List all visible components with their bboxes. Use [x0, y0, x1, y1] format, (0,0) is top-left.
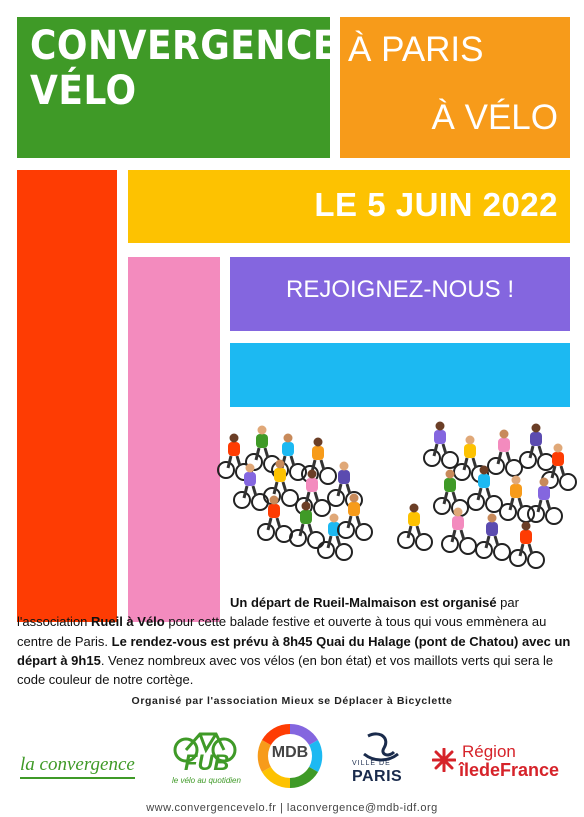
- cyclist: [510, 522, 544, 569]
- desc-text-1: par l'association: [17, 595, 519, 630]
- partner-logos: [0, 722, 584, 802]
- city-line-1: À PARIS: [348, 30, 484, 69]
- cyclist: [296, 470, 330, 517]
- ville-de-label: VILLE DE: [352, 760, 391, 767]
- ile-de-france-label: îledeFrance: [459, 760, 560, 780]
- paris-label: PARIS: [352, 768, 403, 785]
- cyclist: [424, 422, 458, 469]
- cyclist: [398, 504, 432, 551]
- call-to-action: REJOIGNEZ-NOUS !: [285, 276, 514, 303]
- mdb-logo-text: MDB: [271, 744, 309, 761]
- title-line-1: CONVERGENCE: [30, 23, 338, 69]
- fub-logo-text: FUB: [184, 750, 230, 775]
- color-bar-red: [17, 170, 117, 622]
- event-date: LE 5 JUIN 2022: [314, 186, 558, 223]
- footer-contact: www.convergencevelo.fr | laconvergence@mdb-idf.org: [146, 802, 438, 814]
- cyclist: [434, 470, 468, 517]
- color-bar-pink: [128, 257, 220, 622]
- desc-text-2: pour cette balade festive et ouverte à tous qui vous emmènera au centre de Paris.: [17, 614, 547, 649]
- cyclist-group: [218, 422, 576, 569]
- event-description: [17, 593, 575, 689]
- cyclist: [302, 438, 336, 485]
- region-star-icon: [432, 748, 456, 772]
- cyclist: [488, 430, 522, 477]
- title-line-2: VÉLO: [30, 68, 137, 114]
- cyclist: [442, 508, 476, 555]
- organizer-line: Organisé par l'association Mieux se Déplacer à Bicyclette: [131, 695, 453, 707]
- city-line-2: À VÉLO: [431, 98, 558, 137]
- desc-bold-1: Un départ de Rueil-Malmaison est organisé: [230, 595, 497, 610]
- poster-title: [30, 24, 338, 114]
- cyclist: [234, 464, 268, 511]
- cyclist: [290, 502, 324, 549]
- cyclist: [476, 514, 510, 561]
- desc-bold-3: Le rendez-vous est prévu à 8h45 Quai du Halage (pont de Chatou) avec un départ à 9h15: [17, 633, 571, 668]
- cyclist: [520, 424, 554, 471]
- desc-bold-2: Rueil à Vélo: [91, 614, 165, 630]
- region-label: Région: [462, 742, 516, 761]
- cyclist: [258, 496, 292, 543]
- cyclists-illustration: [214, 408, 578, 588]
- color-bar-cyan: [230, 343, 570, 407]
- la-convergence-logo: la convergence: [20, 754, 135, 779]
- desc-text-3: . Venez nombreux avec vos vélos (en bon état) et vos maillots verts qui sera le code couleur de notre cortège.: [17, 652, 554, 688]
- fub-tagline: le vélo au quotidien: [172, 776, 241, 785]
